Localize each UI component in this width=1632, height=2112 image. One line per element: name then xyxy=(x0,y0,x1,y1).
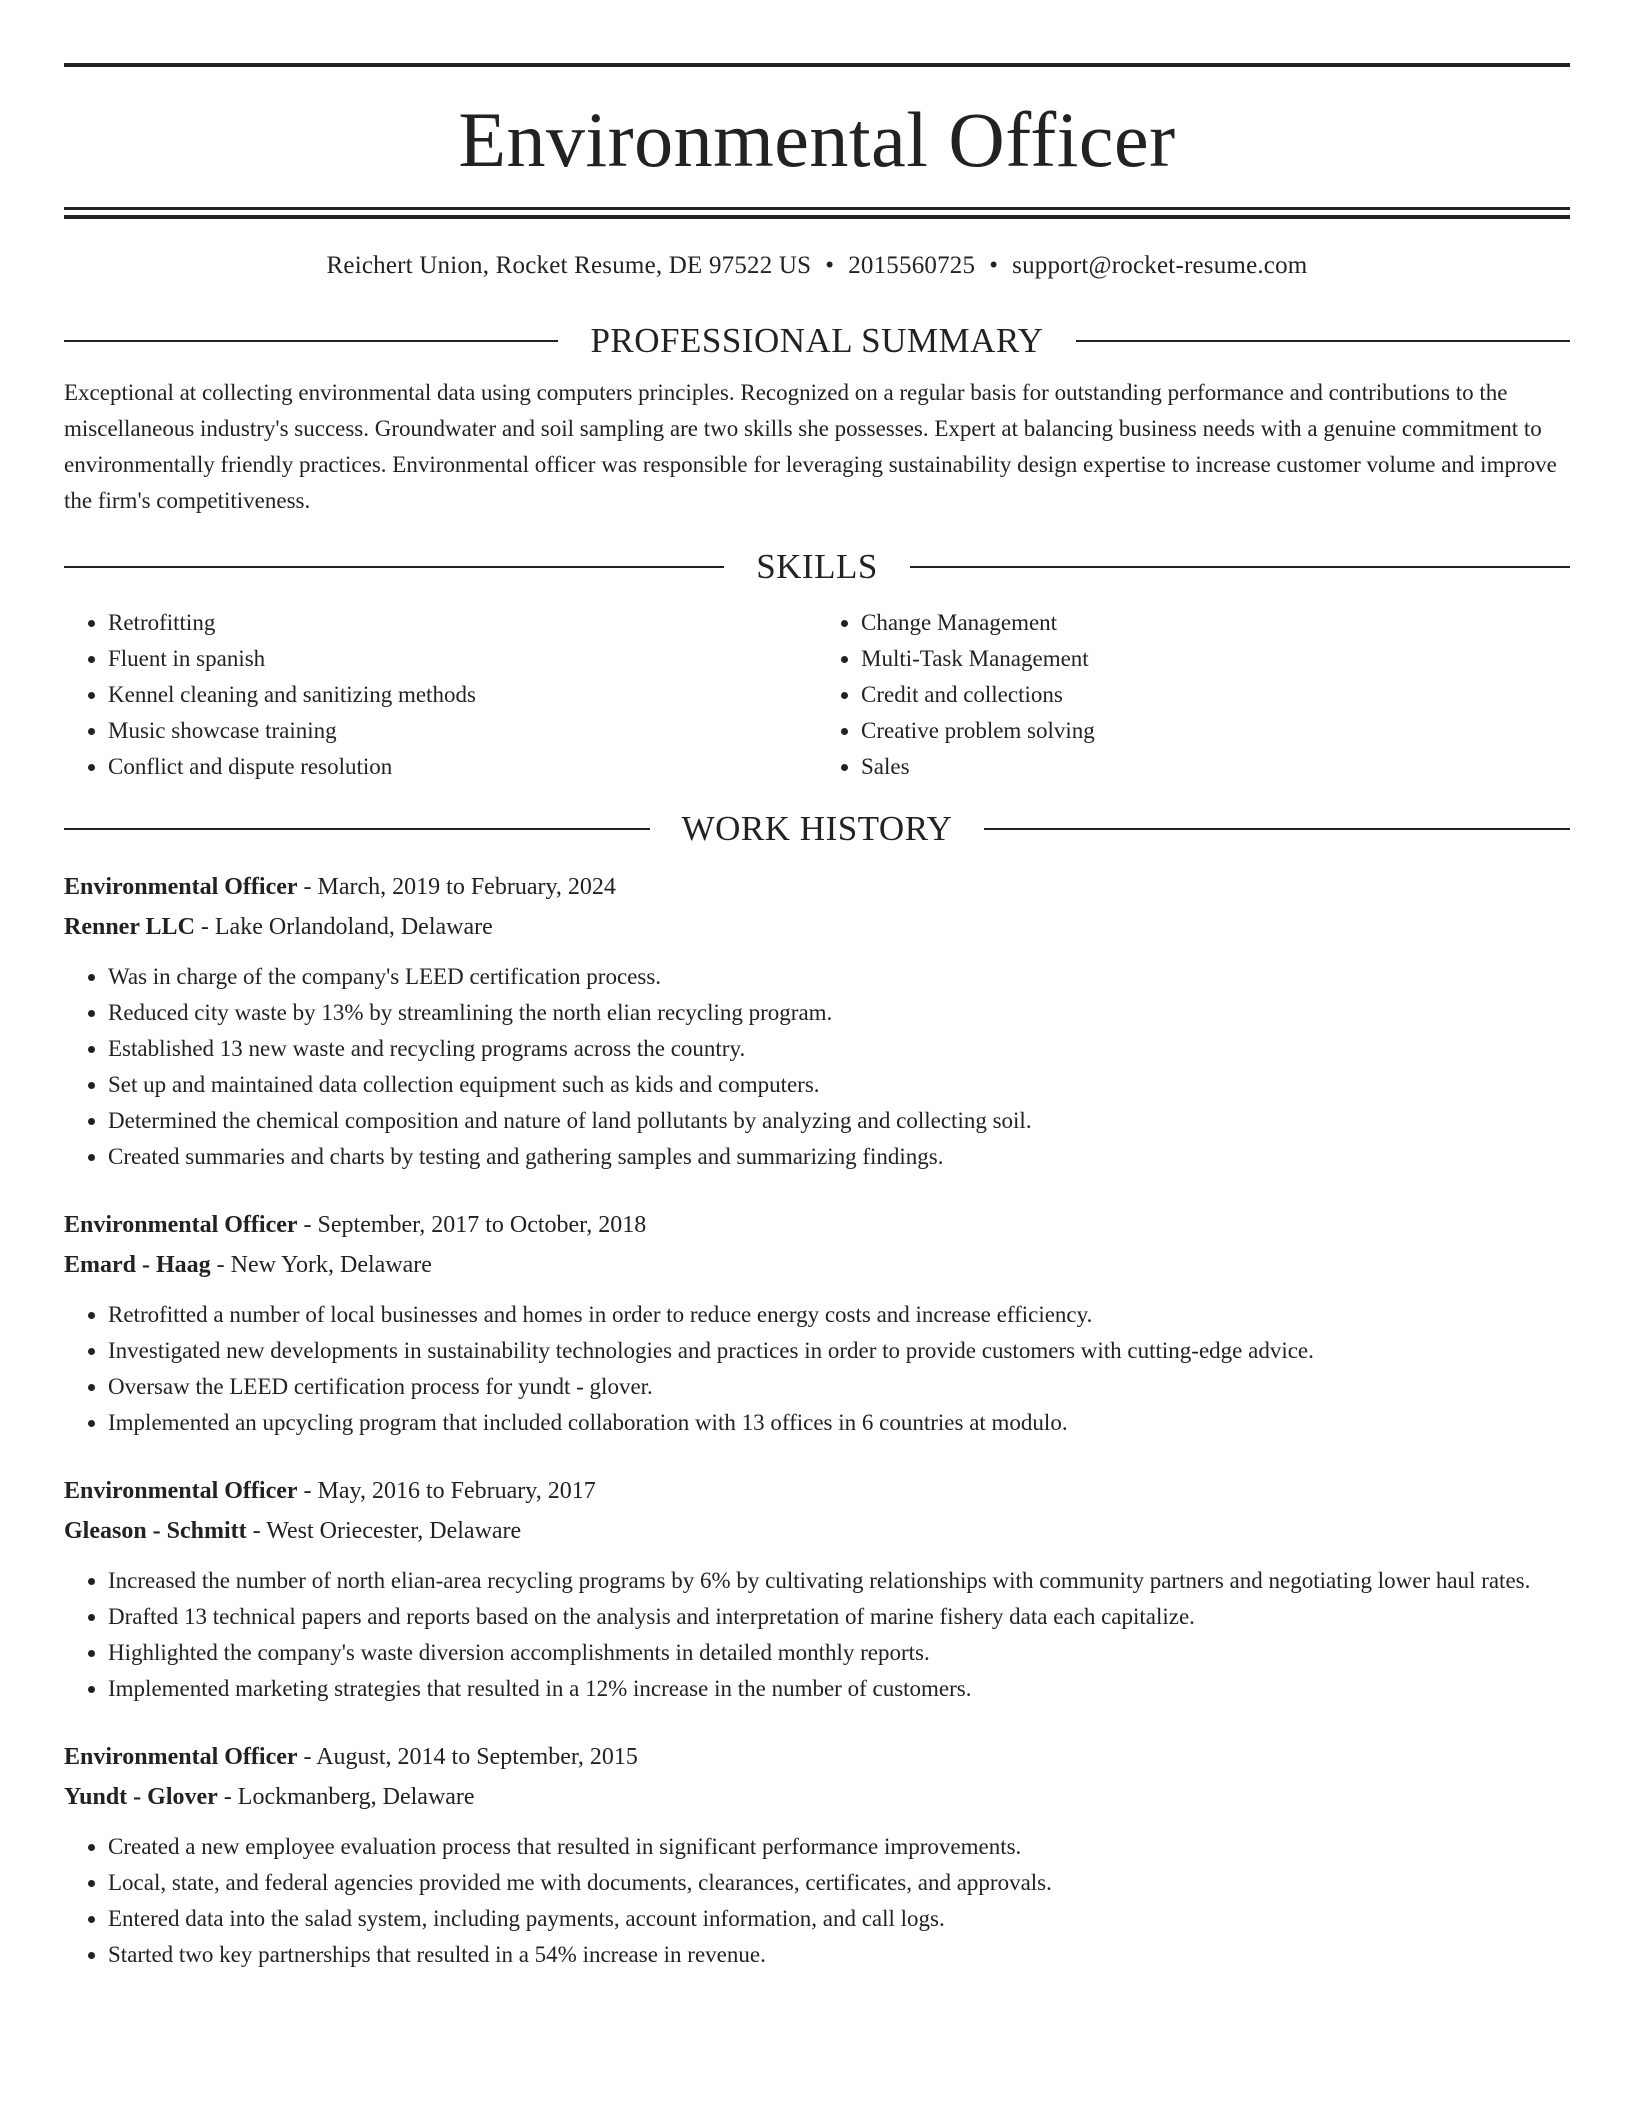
job-company: Gleason - Schmitt xyxy=(64,1518,247,1544)
job-title: Environmental Officer xyxy=(64,1744,298,1770)
contact-email: support@rocket-resume.com xyxy=(1012,252,1308,279)
job-bullet: • Implemented marketing strategies that resulted in a 12% increase in the number of customers. xyxy=(108,1671,1570,1707)
job-dates: - May, 2016 to February, 2017 xyxy=(297,1478,596,1504)
job-dates: - August, 2014 to September, 2015 xyxy=(297,1744,638,1770)
job-title-line xyxy=(64,1471,1570,1511)
job-entry xyxy=(64,1737,1570,1973)
summary-section-heading xyxy=(64,319,1570,363)
job-company-line xyxy=(64,1777,1570,1817)
title-double-rule xyxy=(64,207,1570,219)
summary-text: Exceptional at collecting environmental data using computers principles. Recognized on a regular basis for outstanding performance and contributions to the miscellaneous industry's success. Groundwater and soil sampling are two skills she possesses. Expert at balancing business needs with a genuine commitment to environmentally friendly practices. Environmental officer was responsible for leveraging sustainability design expertise to increase customer volume and improve the firm's competitiveness. xyxy=(64,380,1557,513)
top-rule xyxy=(64,63,1570,67)
job-title-line xyxy=(64,867,1570,907)
job-bullet: • Determined the chemical composition and nature of land pollutants by analyzing and collecting soil. xyxy=(108,1103,1570,1139)
skill-item: • Retrofitting xyxy=(108,605,817,641)
job-bullet: • Was in charge of the company's LEED certification process. xyxy=(108,959,1570,995)
job-bullet: • Created a new employee evaluation process that resulted in significant performance improvements. xyxy=(108,1829,1570,1865)
job-company: Yundt - Glover xyxy=(64,1784,218,1810)
job-title-line xyxy=(64,1737,1570,1777)
job-bullet: • Oversaw the LEED certification process for yundt - glover. xyxy=(108,1369,1570,1405)
job-bullet: • Entered data into the salad system, including payments, account information, and call logs. xyxy=(108,1901,1570,1937)
job-bullet: • Highlighted the company's waste diversion accomplishments in detailed monthly reports. xyxy=(108,1635,1570,1671)
skill-item: • Change Management xyxy=(861,605,1570,641)
job-company-line xyxy=(64,907,1570,947)
job-bullet: • Created summaries and charts by testing and gathering samples and summarizing findings. xyxy=(108,1139,1570,1175)
skill-item: • Conflict and dispute resolution xyxy=(108,749,817,785)
skills-list xyxy=(64,605,1570,785)
job-dates: - September, 2017 to October, 2018 xyxy=(297,1212,647,1238)
job-bullets xyxy=(64,1297,1570,1441)
job-title: Environmental Officer xyxy=(64,874,298,900)
job-entry xyxy=(64,1471,1570,1707)
job-entry xyxy=(64,867,1570,1175)
job-bullets xyxy=(64,959,1570,1175)
job-location: - West Oriecester, Delaware xyxy=(246,1518,522,1544)
job-location: - New York, Delaware xyxy=(210,1252,432,1278)
job-bullet: • Investigated new developments in sustainability technologies and practices in order to provide customers with cutting-edge advice. xyxy=(108,1333,1570,1369)
job-bullet: • Drafted 13 technical papers and reports based on the analysis and interpretation of marine fishery data each capitalize. xyxy=(108,1599,1570,1635)
job-company-line xyxy=(64,1245,1570,1285)
contact-line xyxy=(64,249,1570,283)
skills-heading-label: SKILLS xyxy=(756,547,878,586)
job-bullet: • Established 13 new waste and recycling programs across the country. xyxy=(108,1031,1570,1067)
resume-page xyxy=(64,63,1570,1973)
job-bullet: • Implemented an upcycling program that included collaboration with 13 offices in 6 countries at modulo. xyxy=(108,1405,1570,1441)
job-bullet: • Reduced city waste by 13% by streamlining the north elian recycling program. xyxy=(108,995,1570,1031)
job-location: - Lockmanberg, Delaware xyxy=(217,1784,475,1810)
contact-separator: • xyxy=(989,252,999,279)
job-company: Renner LLC xyxy=(64,914,195,940)
skills-column-left xyxy=(64,605,817,785)
contact-address: Reichert Union, Rocket Resume, DE 97522 US xyxy=(326,252,812,279)
job-bullet: • Retrofitted a number of local businesses and homes in order to reduce energy costs and increase efficiency. xyxy=(108,1297,1570,1333)
skill-item: • Credit and collections xyxy=(861,677,1570,713)
job-location: - Lake Orlandoland, Delaware xyxy=(194,914,493,940)
job-title: Environmental Officer xyxy=(64,1478,298,1504)
skill-item: • Sales xyxy=(861,749,1570,785)
contact-separator: • xyxy=(825,252,835,279)
skills-column-right xyxy=(817,605,1570,785)
job-company-line xyxy=(64,1511,1570,1551)
work-history-section-heading xyxy=(64,807,1570,851)
job-title-line xyxy=(64,1205,1570,1245)
job-company: Emard - Haag xyxy=(64,1252,211,1278)
summary-heading-label: PROFESSIONAL SUMMARY xyxy=(590,321,1044,360)
job-bullet: • Started two key partnerships that resulted in a 54% increase in revenue. xyxy=(108,1937,1570,1973)
job-bullet: • Set up and maintained data collection equipment such as kids and computers. xyxy=(108,1067,1570,1103)
work-heading-label: WORK HISTORY xyxy=(681,809,953,848)
job-bullet: • Local, state, and federal agencies provided me with documents, clearances, certificates, and approvals. xyxy=(108,1865,1570,1901)
skill-item: • Multi-Task Management xyxy=(861,641,1570,677)
job-bullets xyxy=(64,1563,1570,1707)
job-entry xyxy=(64,1205,1570,1441)
skill-item: • Music showcase training xyxy=(108,713,817,749)
job-dates: - March, 2019 to February, 2024 xyxy=(297,874,616,900)
skill-item: • Fluent in spanish xyxy=(108,641,817,677)
skill-item: • Kennel cleaning and sanitizing methods xyxy=(108,677,817,713)
resume-title: Environmental Officer xyxy=(458,96,1176,183)
contact-phone: 2015560725 xyxy=(848,252,976,279)
skill-item: • Creative problem solving xyxy=(861,713,1570,749)
job-bullet: • Increased the number of north elian-area recycling programs by 6% by cultivating relationships with community partners and negotiating lower haul rates. xyxy=(108,1563,1570,1599)
job-title: Environmental Officer xyxy=(64,1212,298,1238)
job-bullets xyxy=(64,1829,1570,1973)
skills-section-heading xyxy=(64,545,1570,589)
